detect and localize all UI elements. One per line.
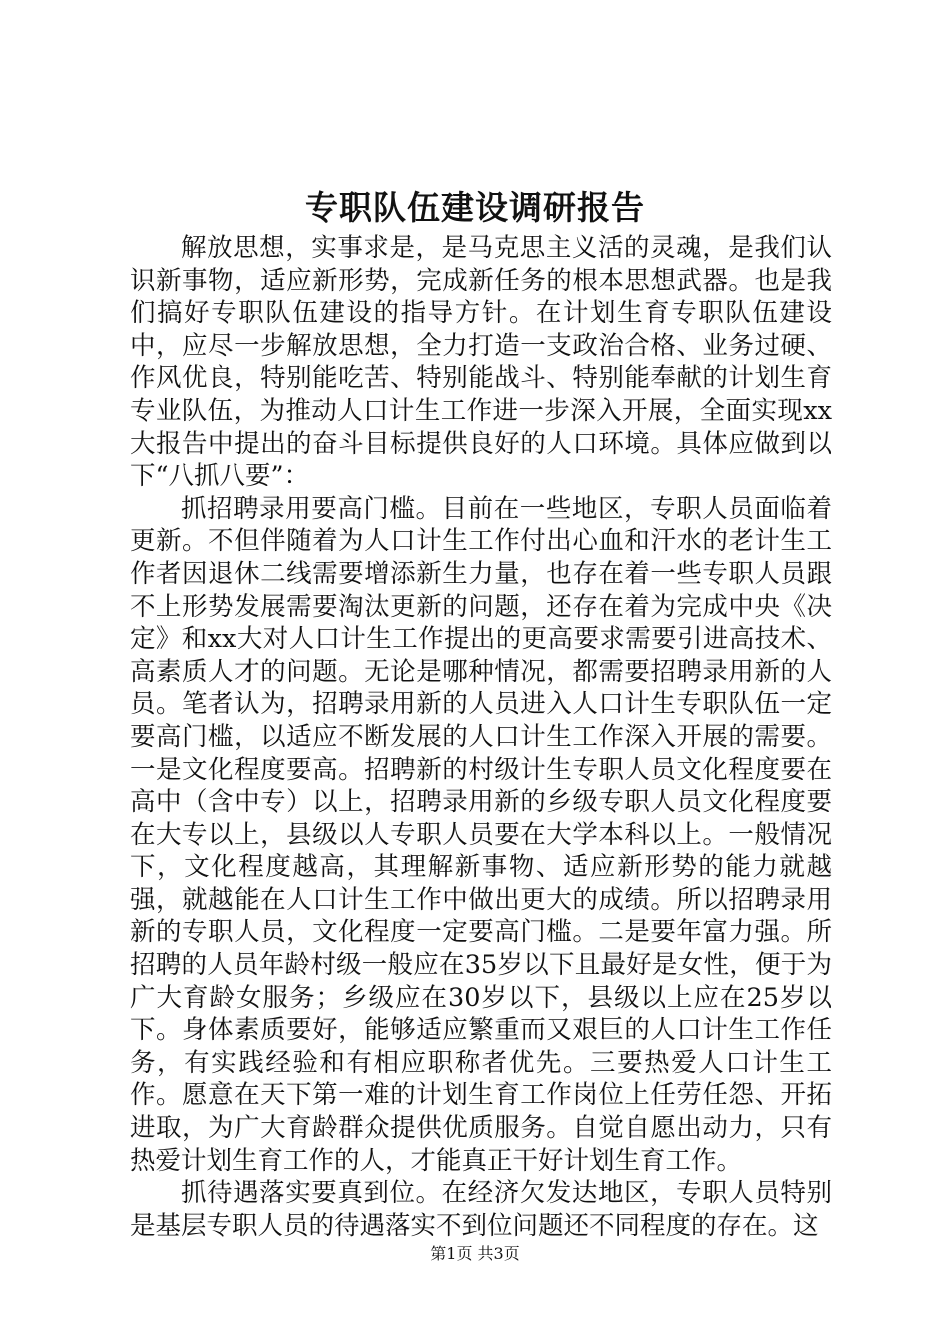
- page-footer: 第1页 共3页: [430, 1244, 520, 1263]
- document-body: [130, 232, 832, 1242]
- paragraph-treatment: 抓待遇落实要真到位。在经济欠发达地区，专职人员特别是基层专职人员的待遇落实不到位问题还不同程度的存在。这: [130, 1178, 832, 1241]
- paragraph-intro: 解放思想，实事求是，是马克思主义活的灵魂，是我们认识新事物，适应新形势，完成新任务的根本思想武器。也是我们搞好专职队伍建设的指导方针。在计划生育专职队伍建设中，应尽一步解放思想，全力打造一支政治合格、业务过硬、作风优良，特别能吃苦、特别能战斗、特别能奉献的计划生育专业队伍，为推动人口计生工作进一步深入开展，全面实现xx大报告中提出的奋斗目标提供良好的人口环境。具体应做到以下“八抓八要”：: [130, 233, 832, 492]
- document-title: 专职队伍建设调研报告: [305, 188, 645, 227]
- paragraph-recruitment: 抓招聘录用要高门槛。目前在一些地区，专职人员面临着更新。不但伴随着为人口计生工作付出心血和汗水的老计生工作者因退休二线需要增添新生力量，也存在着一些专职人员跟不上形势发展需要淘汰更新的问题，还存在着为完成中央《决定》和xx大对人口计生工作提出的更高要求需要引进高技术、高素质人才的问题。无论是哪种情况，都需要招聘录用新的人员。笔者认为，招聘录用新的人员进入人口计生专职队伍一定要高门槛，以适应不断发展的人口计生工作深入开展的需要。一是文化程度要高。招聘新的村级计生专职人员文化程度要在高中（含中专）以上，招聘录用新的乡级专职人员文化程度要在大专以上，县级以人专职人员要在大学本科以上。一般情况下，文化程度越高，其理解新事物、适应新形势的能力就越强，就越能在人口计生工作中做出更大的成绩。所以招聘录用新的专职人员，文化程度一定要高门槛。二是要年富力强。所招聘的人员年龄村级一般应在35岁以下且最好是女性，便于为广大育龄女服务；乡级应在30岁以下，县级以上应在25岁以下。身体素质要好，能够适应繁重而又艰巨的人口计生工作任务，有实践经验和有相应职称者优先。三要热爱人口计生工作。愿意在天下第一难的计划生育工作岗位上任劳任怨、开拓进取，为广大育龄群众提供优质服务。自觉自愿出动力，只有热爱计划生育工作的人，才能真正干好计划生育工作。: [130, 493, 832, 1176]
